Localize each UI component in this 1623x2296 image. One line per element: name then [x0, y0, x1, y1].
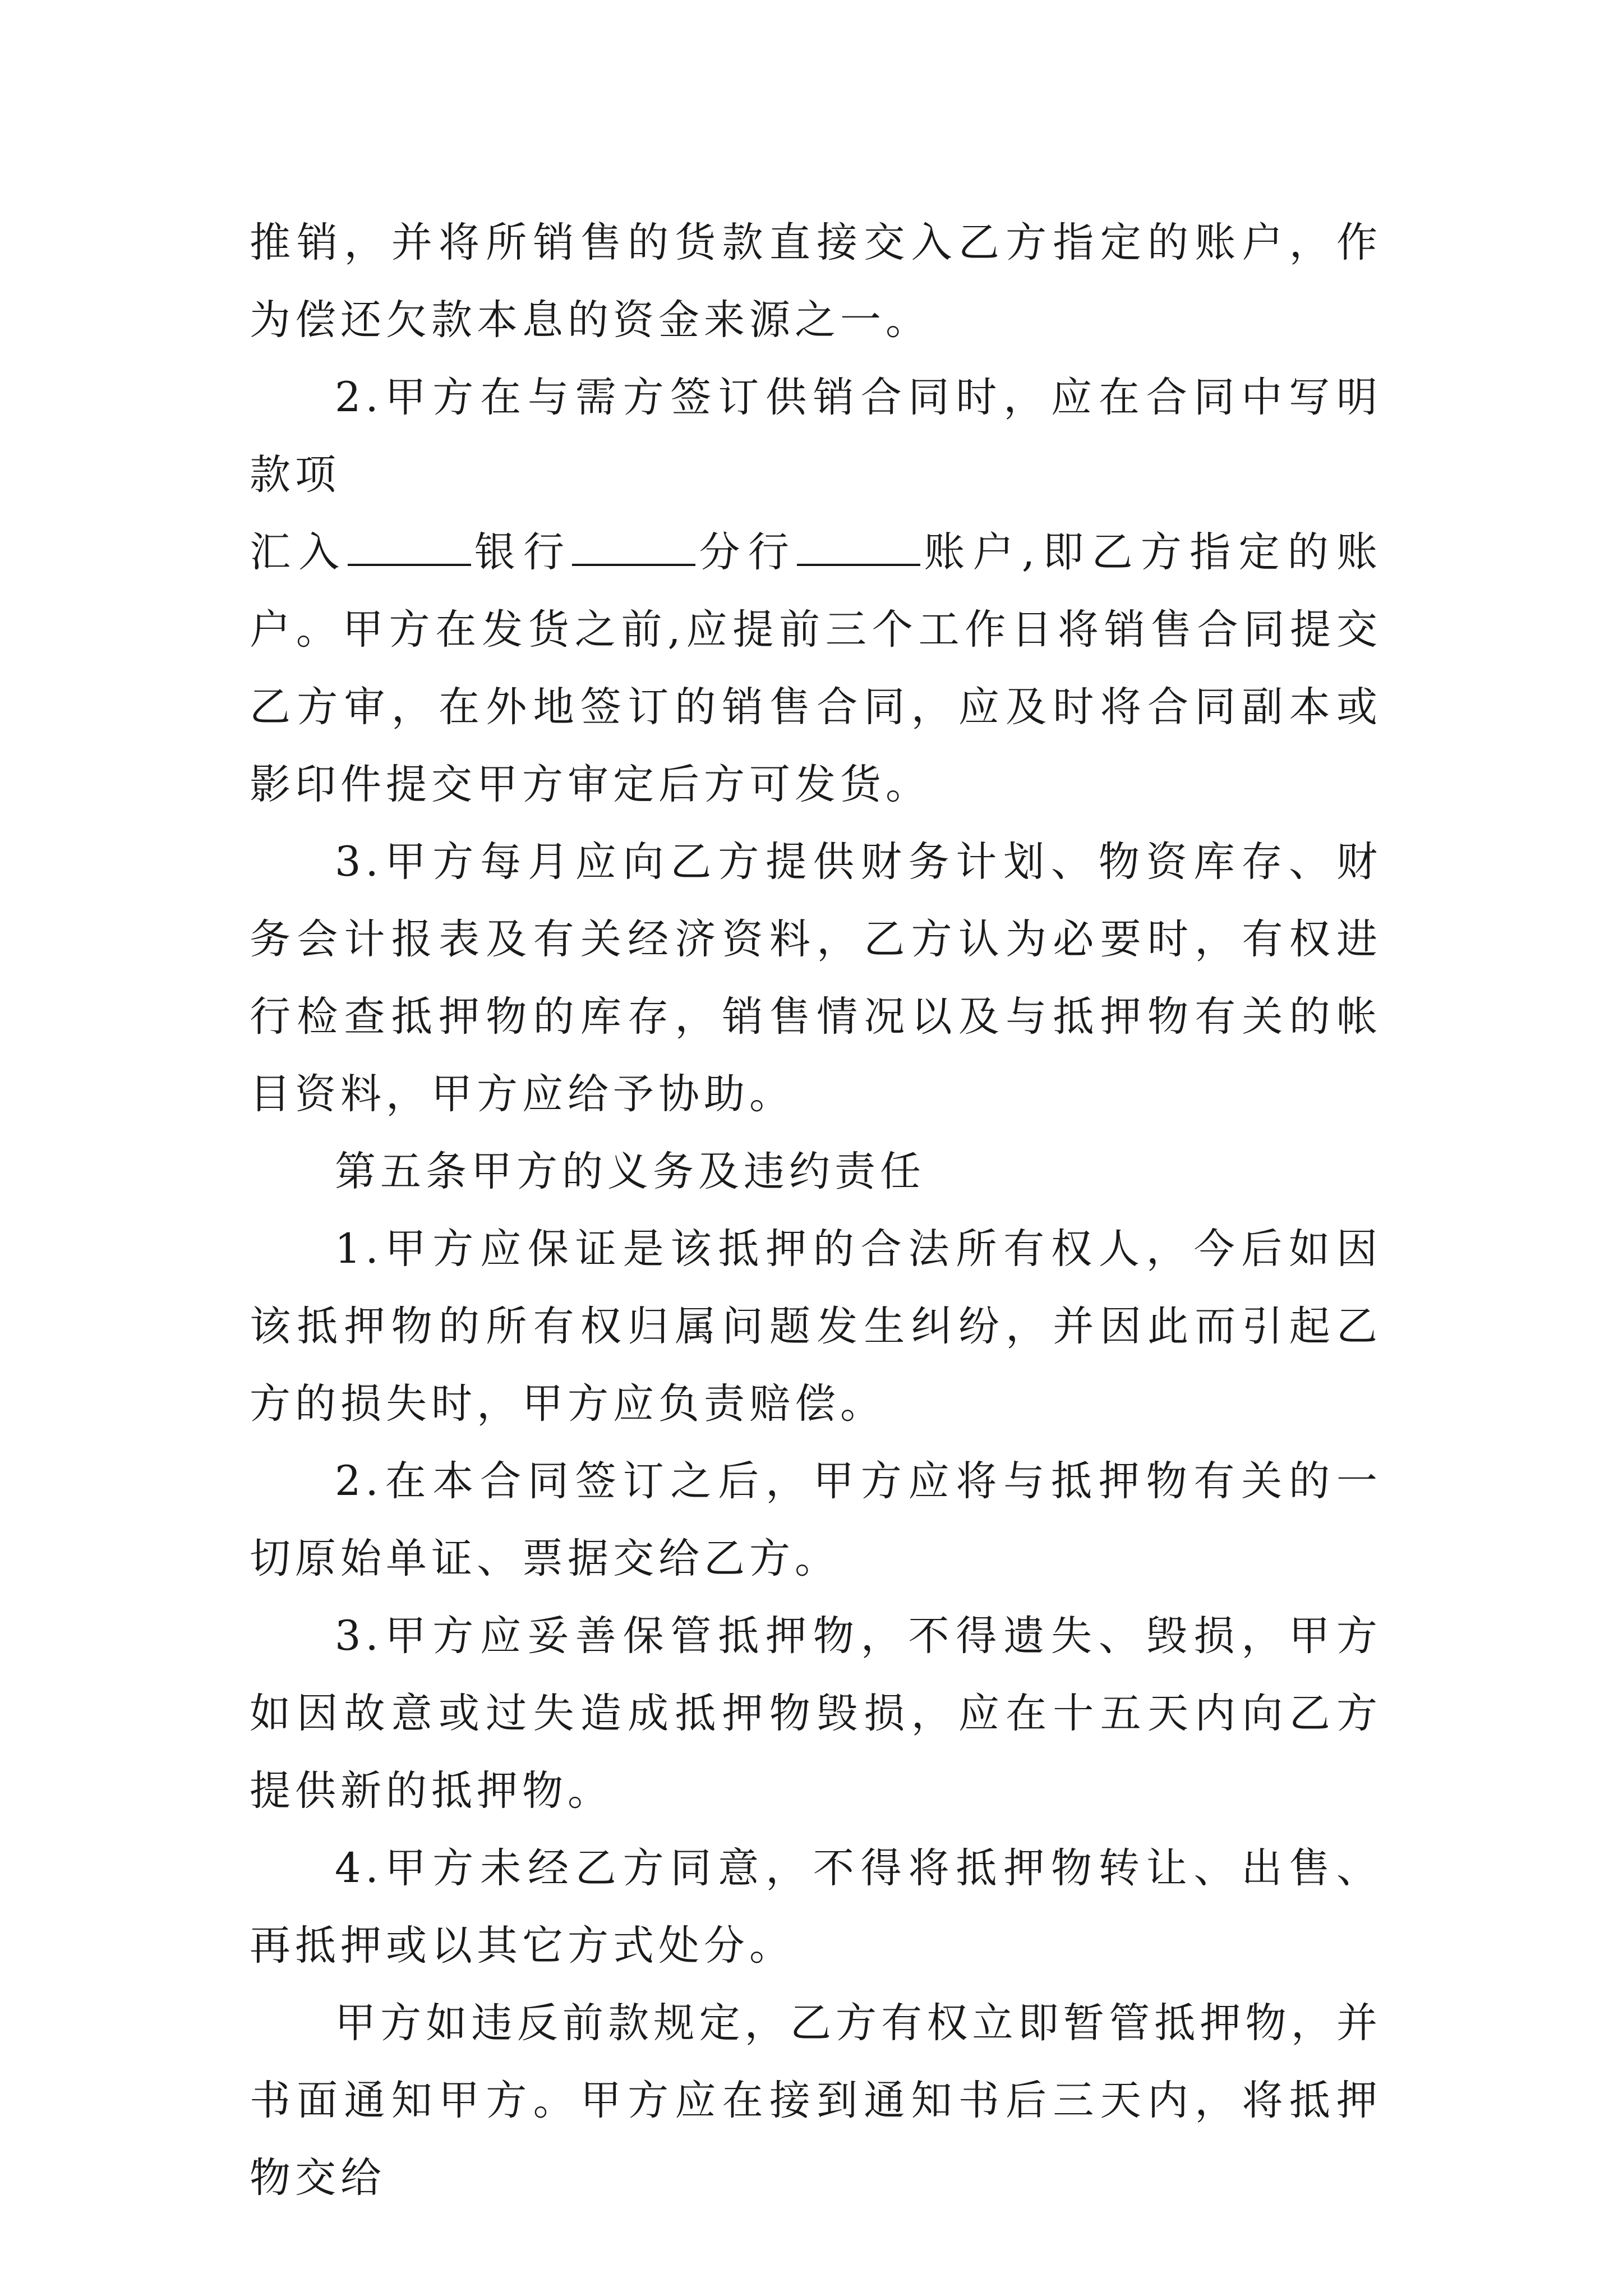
paragraph-article5-clause-4: 4.甲方未经乙方同意，不得将抵押物转让、出售、再抵押或以其它方式处分。: [250, 1844, 1382, 1970]
section-heading-article-5: 第五条甲方的义务及违约责任: [335, 1148, 925, 1195]
text-bank: 银行: [471, 528, 573, 576]
paragraph-clause-3: 3.甲方每月应向乙方提供财务计划、物资库存、财务会计报表及有关经济资料，乙方认为必要时，有权进行检查抵押物的库存，销售情况以及与抵押物有关的帐目资料，甲方应给予协助。: [250, 838, 1382, 1118]
blank-bank-name: [348, 532, 471, 566]
paragraph-article5-clause-3: 3.甲方应妥善保管抵押物，不得遗失、毁损，甲方如因故意或过失造成抵押物毁损，应在十五天内向乙方提供新的抵押物。: [250, 1612, 1382, 1815]
text-remit-into: 汇入: [250, 528, 348, 576]
paragraph-account-details: [250, 514, 1382, 823]
text-account-rest: 账户,即乙方指定的账户。甲方在发货之前,应提前三个工作日将销售合同提交乙方审，在外地签订的销售合同，应及时将合同副本或影印件提交甲方审定后方可发货。: [250, 528, 1382, 808]
paragraph-article5-clause-1: 1.甲方应保证是该抵押的合法所有权人，今后如因该抵押物的所有权归属问题发生纠纷，并因此而引起乙方的损失时，甲方应负责赔偿。: [250, 1225, 1382, 1428]
blank-branch-name: [572, 532, 695, 566]
paragraph-violation-consequence: 甲方如违反前款规定，乙方有权立即暂管抵押物，并书面通知甲方。甲方应在接到通知书后三天内，将抵押物交给: [250, 1999, 1382, 2202]
blank-account-number: [797, 532, 920, 566]
text-branch: 分行: [695, 528, 797, 576]
paragraph-article5-clause-2: 2.在本合同签订之后，甲方应将与抵押物有关的一切原始单证、票据交给乙方。: [250, 1457, 1382, 1582]
paragraph-clause-2: 2.甲方在与需方签订供销合同时，应在合同中写明款项: [250, 374, 1382, 499]
paragraph-continuation: 推销，并将所销售的货款直接交入乙方指定的账户，作为偿还欠款本息的资金来源之一。: [250, 219, 1382, 344]
